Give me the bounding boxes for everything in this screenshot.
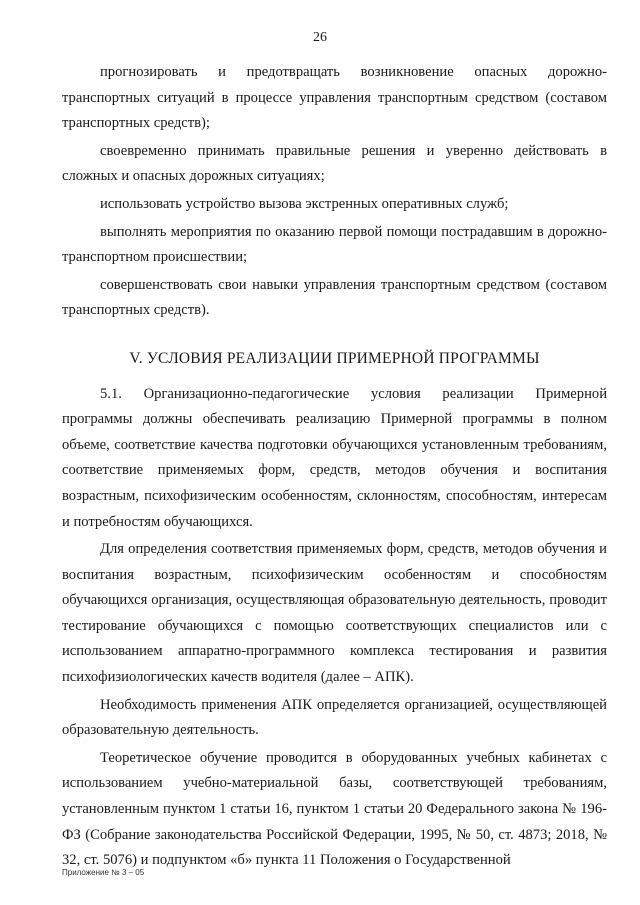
paragraph-5-1: 5.1. Организационно-педагогические условия реализации Примерной программы должны обеспечивать реализацию Примерной программы в полном объеме, соответствие качества подготовки обучающихся установленным требованиям, соответствие применяемых форм, средств, методов обучения и воспитания возрастным, психофизическим особенностям, склонностям, способностям, интересам и потребностям обучающихся. [62, 385, 607, 530]
paragraph-theoretical-training: Теоретическое обучение проводится в оборудованных учебных кабинетах с использованием учебно-материальной базы, соответствующей требованиям, установленным пунктом 1 статьи 16, пунктом 1 статьи 20 Федерального закона № 196-ФЗ (Собрание законодательства Российской Федерации, 1995, № 50, ст. 4873; 2018, № 32, ст. 5076) и подпунктом «б» пункта 11 Положения о Государственной [62, 749, 607, 869]
paragraph-first-aid: выполнять мероприятия по оказанию первой помощи пострадавшим в дорожно-транспортном происшествии; [62, 223, 607, 266]
document-body [62, 60, 607, 874]
paragraph-decisions: своевременно принимать правильные решения и уверенно действовать в сложных и опасных дорожных ситуациях; [62, 142, 607, 185]
footer-annex-label: Приложение № 3 – 05 [62, 868, 145, 877]
paragraph-forecast: прогнозировать и предотвращать возникновение опасных дорожно-транспортных ситуаций в процессе управления транспортным средством (составом транспортных средств); [62, 64, 607, 132]
section-heading: V. УСЛОВИЯ РЕАЛИЗАЦИИ ПРИМЕРНОЙ ПРОГРАММЫ [129, 349, 540, 367]
paragraph-testing: Для определения соответствия применяемых форм, средств, методов обучения и воспитания возрастным, психофизическим особенностям и способностям обучающихся организация, осуществляющая образовательную деятельность, проводит тестирование обучающихся с помощью соответствующих специалистов или с использованием аппаратно-программного комплекса тестирования и развития психофизиологических качеств водителя (далее – АПК). [62, 541, 607, 686]
paragraph-emergency-call: использовать устройство вызова экстренных оперативных служб; [100, 195, 509, 212]
paragraph-improve-skills: совершенствовать свои навыки управления транспортным средством (составом транспортных средств). [62, 276, 607, 319]
page-number: 26 [313, 30, 327, 45]
paragraph-apk-necessity: Необходимость применения АПК определяется организацией, осуществляющей образовательную деятельность. [62, 696, 607, 739]
